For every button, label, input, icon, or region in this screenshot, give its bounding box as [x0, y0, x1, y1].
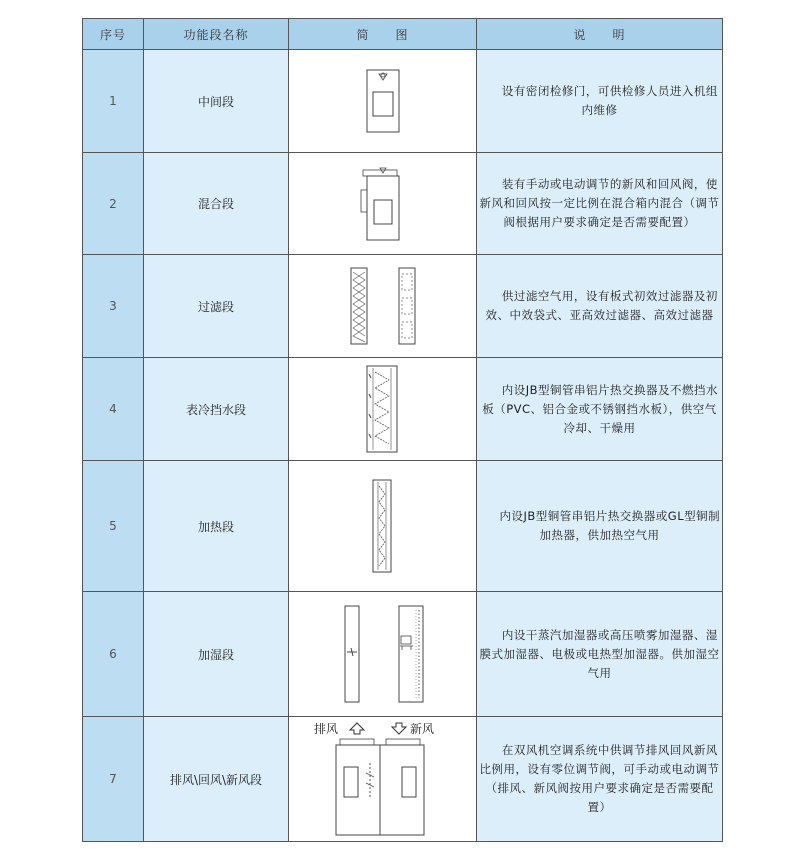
header-name: 功能段名称: [144, 19, 289, 50]
exhaust-return-fresh-section-diagram: [308, 719, 458, 839]
row-desc: 设有密闭检修门，可供检修人员进入机组内维修: [501, 84, 718, 117]
table-row: [83, 358, 723, 461]
row-diagram: [289, 50, 477, 153]
arrow-down-icon: [392, 723, 406, 734]
row-name: 混合段: [144, 153, 289, 255]
fresh-label: 新风: [409, 722, 434, 736]
row-diagram: [289, 358, 477, 461]
header-desc: 说 明: [477, 19, 723, 50]
row-no: 7: [83, 717, 144, 842]
cooling-coil-section-diagram: [353, 364, 413, 454]
row-diagram: [289, 461, 477, 592]
row-name: 加热段: [144, 461, 289, 592]
header-diagram: 简 图: [289, 19, 477, 50]
table-row: [83, 717, 723, 842]
row-desc: 在双风机空调系统中供调节排风回风新风比例用，设有零位调节阀，可手动或电动调节（排风、新风阀按用户要求确定是否需要配置）: [479, 743, 720, 814]
arrow-up-icon: [350, 723, 364, 734]
table-row: [83, 592, 723, 717]
table-row: [83, 153, 723, 255]
row-desc: 内设JB型铜管串铝片热交换器或GL型铜制加热器，供加热空气用: [499, 509, 721, 542]
row-no: 3: [83, 255, 144, 358]
row-name: 中间段: [144, 50, 289, 153]
filter-section-diagram: [333, 264, 433, 348]
row-no: 2: [83, 153, 144, 255]
table-row: [83, 50, 723, 153]
row-diagram: [289, 717, 477, 842]
table-row: [83, 461, 723, 592]
header-no: 序号: [83, 19, 144, 50]
row-name: 加湿段: [144, 592, 289, 717]
table-row: [83, 255, 723, 358]
humidifying-section-diagram: [323, 602, 443, 706]
function-section-table: [82, 18, 723, 842]
exhaust-label: 排风: [313, 722, 338, 736]
row-no: 5: [83, 461, 144, 592]
row-diagram: [289, 153, 477, 255]
row-name: 过滤段: [144, 255, 289, 358]
row-name: 排风\回风\新风段: [144, 717, 289, 842]
row-diagram: [289, 255, 477, 358]
header-row: [83, 19, 723, 50]
row-no: 1: [83, 50, 144, 153]
heating-section-diagram: [353, 476, 413, 576]
row-desc: 装有手动或电动调节的新风和回风阀，使新风和回风按一定比例在混合箱内混合（调节阀根据用户要求确定是否需要配置）: [479, 177, 720, 229]
middle-section-diagram: [353, 66, 413, 136]
row-desc: 供过滤空气用，设有板式初效过滤器及初效、中效袋式、亚高效过滤器、高效过滤器: [485, 289, 718, 322]
row-no: 4: [83, 358, 144, 461]
row-desc: 内设JB型铜管串铝片热交换器及不燃挡水板（PVC、铝合金或不锈钢挡水板），供空气冷却、干燥用: [482, 382, 718, 435]
row-no: 6: [83, 592, 144, 717]
mixing-section-diagram: [353, 164, 413, 244]
row-name: 表冷挡水段: [144, 358, 289, 461]
row-desc: 内设干蒸汽加湿器或高压喷雾加湿器、湿膜式加湿器、电极或电热型加湿器。供加湿空气用: [479, 627, 720, 680]
row-diagram: [289, 592, 477, 717]
